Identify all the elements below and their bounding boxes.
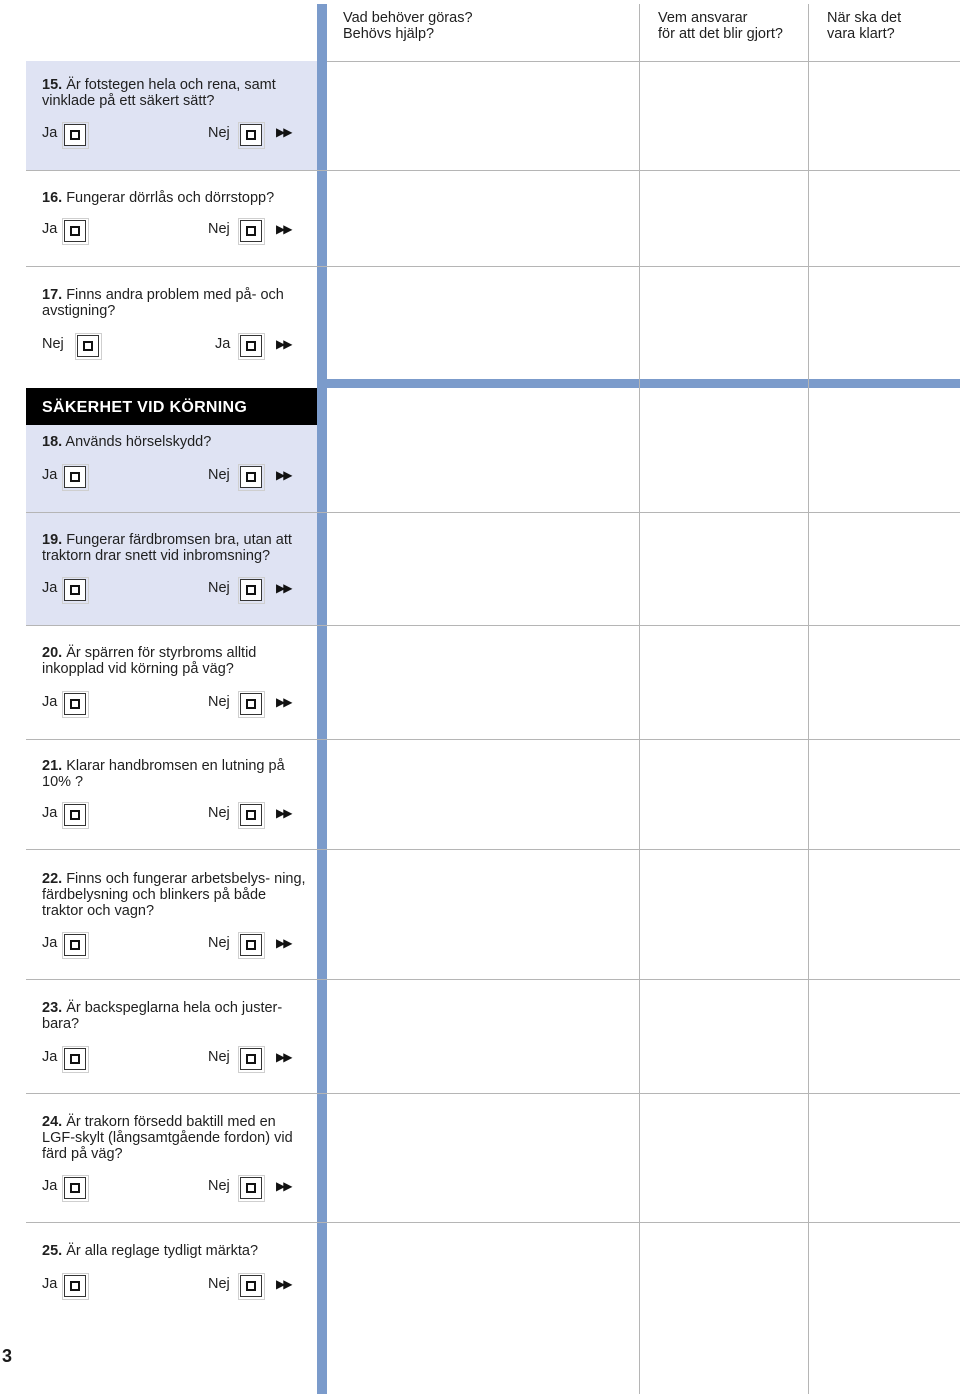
option-nej-label: Nej (208, 221, 230, 237)
checkbox-nej[interactable] (240, 124, 262, 146)
question-20: 20. Är spärren för styrbroms alltid inkopplad vid körning på väg? (42, 645, 257, 677)
checkbox-nej[interactable] (240, 1177, 262, 1199)
row-divider (26, 625, 960, 626)
option-ja-label: Ja (42, 1049, 58, 1065)
option-ja-label: Ja (42, 805, 58, 821)
blue-column-rule (317, 4, 327, 1394)
checkbox-nej[interactable] (240, 579, 262, 601)
question-15: 15. Är fotstegen hela och rena, samt vinklade på ett säkert sätt? (42, 77, 276, 109)
option-nej-label: Nej (208, 125, 230, 141)
option-ja-label: Ja (42, 125, 58, 141)
option-nej-label: Nej (208, 467, 230, 483)
row-divider (26, 512, 960, 513)
question-16: 16. Fungerar dörrlås och dörrstopp? (42, 190, 275, 206)
double-arrow-icon: ▶▶ (276, 1277, 291, 1291)
checkbox-ja[interactable] (64, 1275, 86, 1297)
option-nej-label: Nej (42, 336, 64, 352)
row-divider (327, 61, 960, 62)
option-ja-label: Ja (215, 336, 231, 352)
option-nej-label: Nej (208, 694, 230, 710)
checkbox-nej[interactable] (240, 1275, 262, 1297)
checkbox-nej[interactable] (240, 1048, 262, 1070)
option-ja-label: Ja (42, 467, 58, 483)
row-divider (26, 849, 960, 850)
double-arrow-icon: ▶▶ (276, 1179, 291, 1193)
question-17: 17. Finns andra problem med på- och avstigning? (42, 287, 284, 319)
checkbox-ja[interactable] (64, 934, 86, 956)
question-25: 25. Är alla reglage tydligt märkta? (42, 1243, 259, 1259)
section-title: SÄKERHET VID KÖRNING (26, 388, 317, 425)
checkbox-ja[interactable] (240, 335, 262, 357)
checkbox-nej[interactable] (240, 220, 262, 242)
question-22: 22. Finns och fungerar arbetsbelys- ning, färdbelysning och blinkers på både traktor och vagn? (42, 871, 306, 919)
double-arrow-icon: ▶▶ (276, 337, 291, 351)
row-divider (26, 1222, 960, 1223)
double-arrow-icon: ▶▶ (276, 222, 291, 236)
checkbox-ja[interactable] (64, 579, 86, 601)
option-nej-label: Nej (208, 1178, 230, 1194)
option-ja-label: Ja (42, 694, 58, 710)
question-18: 18. Används hörselskydd? (42, 434, 212, 450)
question-24: 24. Är trakorn försedd baktill med en LGF-skylt (långsamtgående fordon) vid färd på väg? (42, 1114, 293, 1162)
checkbox-ja[interactable] (64, 1177, 86, 1199)
question-21: 21. Klarar handbromsen en lutning på 10% ? (42, 758, 285, 790)
question-23: 23. Är backspeglarna hela och juster- bara? (42, 1000, 283, 1032)
checkbox-ja[interactable] (64, 220, 86, 242)
question-19: 19. Fungerar färdbromsen bra, utan att traktorn drar snett vid inbromsning? (42, 532, 292, 564)
page-number: 3 (2, 1346, 13, 1366)
double-arrow-icon: ▶▶ (276, 581, 291, 595)
checkbox-ja[interactable] (64, 1048, 86, 1070)
double-arrow-icon: ▶▶ (276, 468, 291, 482)
option-nej-label: Nej (208, 1049, 230, 1065)
option-ja-label: Ja (42, 935, 58, 951)
column-divider (808, 4, 809, 1394)
checkbox-nej[interactable] (77, 335, 99, 357)
option-ja-label: Ja (42, 221, 58, 237)
checkbox-ja[interactable] (64, 693, 86, 715)
option-nej-label: Nej (208, 935, 230, 951)
header-when-done: När ska det vara klart? (827, 10, 902, 42)
header-who-responsible: Vem ansvarar för att det blir gjort? (658, 10, 783, 42)
option-ja-label: Ja (42, 1178, 58, 1194)
row-divider (26, 1093, 960, 1094)
double-arrow-icon: ▶▶ (276, 695, 291, 709)
checkbox-ja[interactable] (64, 466, 86, 488)
double-arrow-icon: ▶▶ (276, 1050, 291, 1064)
checkbox-nej[interactable] (240, 693, 262, 715)
double-arrow-icon: ▶▶ (276, 806, 291, 820)
double-arrow-icon: ▶▶ (276, 936, 291, 950)
row-divider (26, 979, 960, 980)
double-arrow-icon: ▶▶ (276, 125, 291, 139)
column-divider (639, 4, 640, 1394)
checkbox-ja[interactable] (64, 124, 86, 146)
option-nej-label: Nej (208, 1276, 230, 1292)
row-divider (26, 266, 960, 267)
option-nej-label: Nej (208, 805, 230, 821)
checkbox-nej[interactable] (240, 804, 262, 826)
option-ja-label: Ja (42, 1276, 58, 1292)
checkbox-nej[interactable] (240, 934, 262, 956)
row-divider (26, 170, 960, 171)
checkbox-nej[interactable] (240, 466, 262, 488)
option-ja-label: Ja (42, 580, 58, 596)
header-what-to-do: Vad behöver göras? Behövs hjälp? (343, 10, 473, 42)
row-divider (26, 739, 960, 740)
checkbox-ja[interactable] (64, 804, 86, 826)
option-nej-label: Nej (208, 580, 230, 596)
